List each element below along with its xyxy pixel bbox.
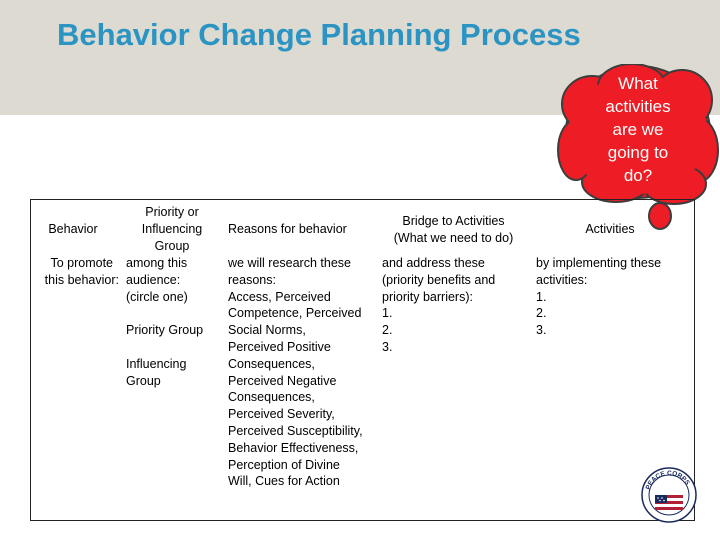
reasons-column bbox=[228, 255, 363, 490]
reasons-line: Social Norms, bbox=[228, 323, 306, 338]
svg-text:PEACE CORPS: PEACE CORPS bbox=[644, 469, 691, 491]
header-reasons-text: Reasons for behavior bbox=[228, 222, 347, 236]
bridge-line: 3. bbox=[382, 339, 393, 354]
reasons-line: Perceived Positive bbox=[228, 339, 331, 354]
header-priority-line: Priority or bbox=[145, 205, 199, 219]
slide-title: Behavior Change Planning Process bbox=[57, 17, 581, 52]
bridge-line: and address these bbox=[382, 256, 485, 270]
priority-line: (circle one) bbox=[126, 289, 188, 304]
reasons-line: Behavior Effectiveness, bbox=[228, 440, 359, 455]
header-priority-line: Influencing bbox=[141, 221, 203, 236]
activities-line: 1. bbox=[536, 289, 547, 304]
bridge-line: (priority benefits and bbox=[382, 272, 496, 287]
priority-column bbox=[126, 255, 203, 389]
bridge-line: 1. bbox=[382, 306, 393, 321]
header-reasons bbox=[228, 221, 347, 238]
behavior-line: this behavior: bbox=[44, 272, 119, 287]
header-priority bbox=[122, 204, 222, 254]
callout-line: do? bbox=[623, 166, 653, 185]
influencing-option-line: Influencing bbox=[126, 356, 187, 371]
header-bridge-line: (What we need to do) bbox=[393, 230, 514, 245]
activities-line: activities: bbox=[536, 272, 588, 287]
peace-corps-logo bbox=[641, 467, 697, 523]
header-behavior-text: Behavior bbox=[48, 222, 98, 236]
priority-line: among this bbox=[126, 256, 188, 270]
behavior-line: To promote bbox=[50, 256, 113, 270]
header-bridge bbox=[376, 213, 531, 247]
callout-line: activities bbox=[605, 97, 671, 116]
reasons-line: Perceived Severity, bbox=[228, 407, 335, 422]
header-activities-text: Activities bbox=[585, 222, 635, 236]
reasons-line: we will research these bbox=[228, 256, 351, 270]
header-activities bbox=[560, 221, 660, 238]
activities-line: 2. bbox=[536, 306, 547, 321]
reasons-line: Will, Cues for Action bbox=[228, 474, 340, 489]
behavior-column bbox=[35, 255, 119, 289]
header-bridge-line: Bridge to Activities bbox=[402, 214, 505, 228]
bridge-line: priority barriers): bbox=[382, 289, 473, 304]
reasons-line: Competence, Perceived bbox=[228, 306, 362, 321]
reasons-line: Perceived Susceptibility, bbox=[228, 423, 363, 438]
reasons-line: Perceived Negative bbox=[228, 373, 337, 388]
activities-line: by implementing these bbox=[536, 256, 662, 270]
priority-option: Priority Group bbox=[126, 323, 204, 338]
activities-column bbox=[536, 255, 661, 339]
reasons-line: Perception of Divine bbox=[228, 457, 340, 472]
peace-corps-seal-icon bbox=[641, 467, 697, 523]
header-behavior bbox=[38, 221, 108, 238]
callout-line: What bbox=[618, 74, 658, 93]
activities-line: 3. bbox=[536, 323, 547, 338]
header-priority-line: Group bbox=[154, 238, 190, 253]
callout-line: are we bbox=[612, 120, 664, 139]
callout-line: going to bbox=[607, 143, 669, 162]
callout-text bbox=[574, 72, 702, 187]
influencing-option-line: Group bbox=[126, 373, 161, 388]
reasons-line: Consequences, bbox=[228, 356, 315, 371]
bridge-column bbox=[382, 255, 495, 356]
priority-line: audience: bbox=[126, 272, 181, 287]
reasons-line: Access, Perceived bbox=[228, 289, 331, 304]
reasons-line: reasons: bbox=[228, 272, 276, 287]
reasons-line: Consequences, bbox=[228, 390, 315, 405]
bridge-line: 2. bbox=[382, 323, 393, 338]
